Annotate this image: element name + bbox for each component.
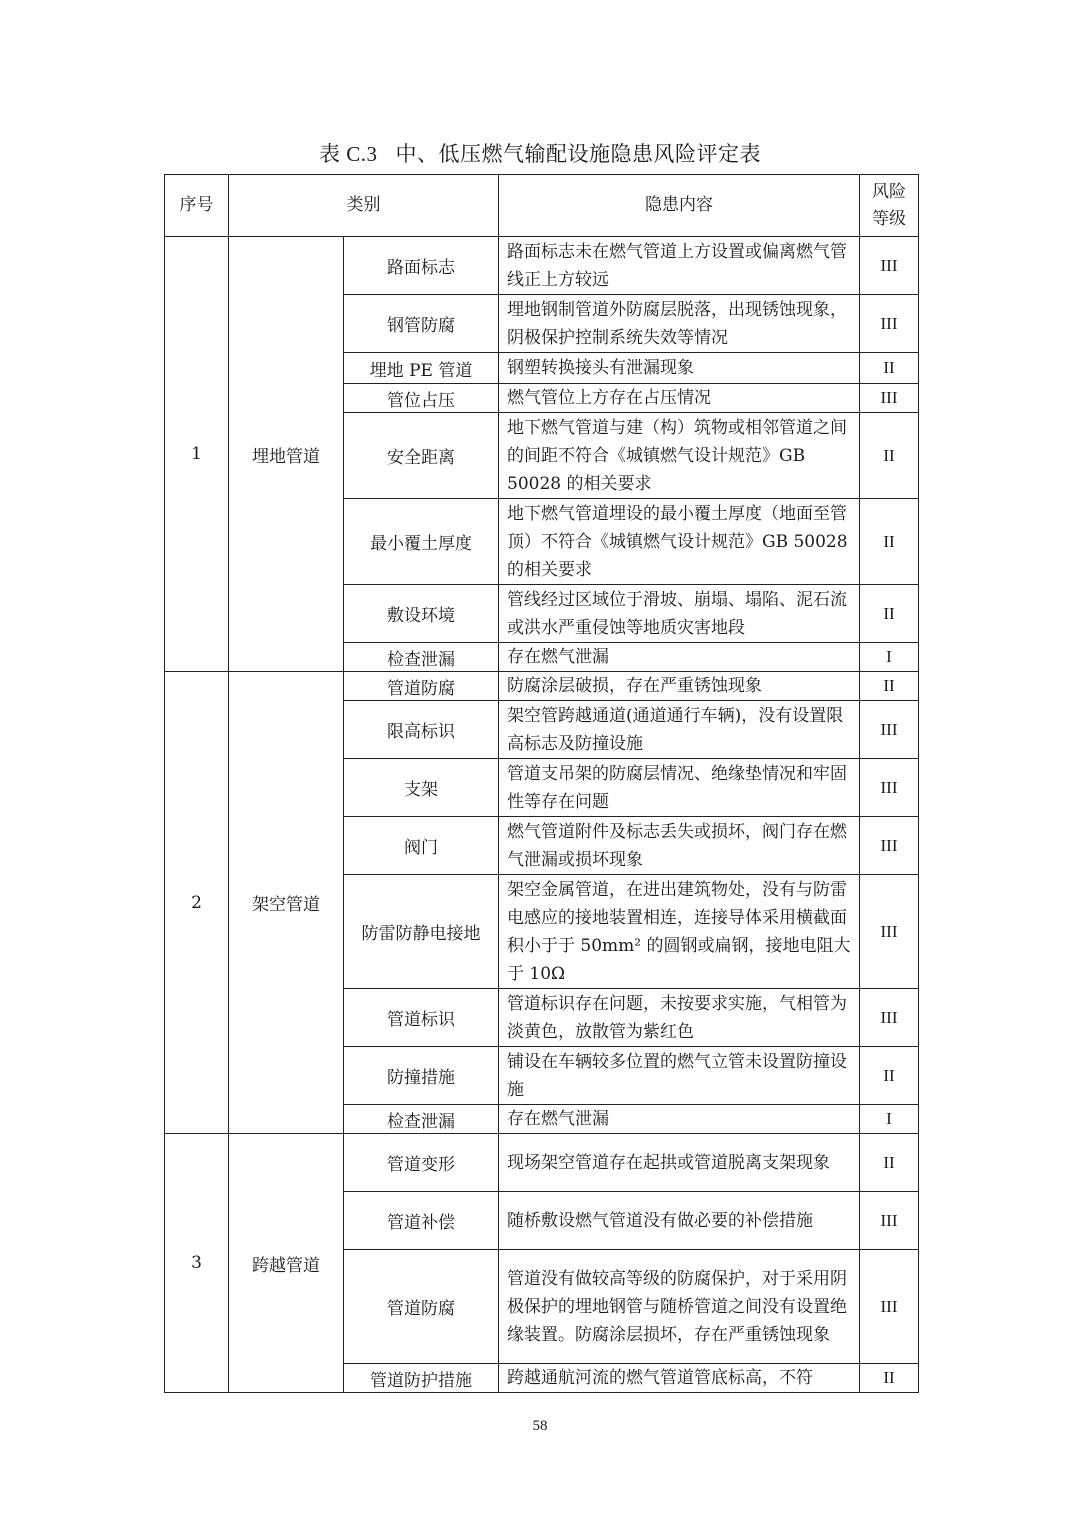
header-level: 风险等级 [860,175,919,237]
group-number: 1 [165,237,229,672]
subcategory-cell: 管道防腐 [344,1250,499,1364]
hazard-content-cell: 存在燃气泄漏 [499,1105,860,1134]
table-row [165,1134,919,1192]
subcategory-cell: 管道变形 [344,1134,499,1192]
page-number: 58 [532,1418,548,1434]
table-title-text: 中、低压燃气输配设施隐患风险评定表 [395,142,761,166]
risk-level-cell: III [860,989,919,1047]
risk-level-cell: II [860,672,919,701]
table-code: 表 C.3 [318,142,378,166]
risk-level-cell: II [860,499,919,585]
risk-level-cell: II [860,1047,919,1105]
risk-level-cell: II [860,585,919,643]
header-row [165,175,919,237]
subcategory-cell: 敷设环境 [344,585,499,643]
hazard-content-cell: 路面标志未在燃气管道上方设置或偏离燃气管线正上方较远 [499,237,860,295]
risk-level-cell: III [860,759,919,817]
subcategory-cell: 管道防护措施 [344,1364,499,1393]
header-category: 类别 [229,175,499,237]
hazard-content-cell: 架空金属管道，在进出建筑物处，没有与防雷电感应的接地装置相连，连接导体采用横截面积小于于 50mm² 的圆钢或扁钢，接地电阻大于 10Ω [499,875,860,989]
subcategory-cell: 钢管防腐 [344,295,499,353]
risk-level-cell: III [860,875,919,989]
hazard-content-cell: 跨越通航河流的燃气管道管底标高，不符 [499,1364,860,1393]
group-number: 3 [165,1134,229,1393]
subcategory-cell: 管道标识 [344,989,499,1047]
group-number: 2 [165,672,229,1134]
subcategory-cell: 最小覆土厚度 [344,499,499,585]
subcategory-cell: 管道补偿 [344,1192,499,1250]
hazard-content-cell: 管道没有做较高等级的防腐保护，对于采用阴极保护的埋地钢管与随桥管道之间没有设置绝缘装置。防腐涂层损坏，存在严重锈蚀现象 [499,1250,860,1364]
subcategory-cell: 埋地 PE 管道 [344,353,499,384]
hazard-content-cell: 管道标识存在问题，未按要求实施，气相管为淡黄色，放散管为紫红色 [499,989,860,1047]
subcategory-cell: 安全距离 [344,413,499,499]
hazard-content-cell: 钢塑转换接头有泄漏现象 [499,353,860,384]
risk-level-cell: III [860,1192,919,1250]
table-row [165,237,919,295]
hazard-content-cell: 燃气管位上方存在占压情况 [499,384,860,413]
hazard-content-cell: 防腐涂层破损，存在严重锈蚀现象 [499,672,860,701]
subcategory-cell: 管位占压 [344,384,499,413]
subcategory-cell: 路面标志 [344,237,499,295]
hazard-content-cell: 存在燃气泄漏 [499,643,860,672]
subcategory-cell: 阀门 [344,817,499,875]
risk-level-cell: III [860,384,919,413]
table-body [165,237,919,1393]
risk-level-cell: I [860,643,919,672]
hazard-content-cell: 铺设在车辆较多位置的燃气立管未设置防撞设施 [499,1047,860,1105]
subcategory-cell: 防雷防静电接地 [344,875,499,989]
group-name: 埋地管道 [229,237,344,672]
subcategory-cell: 管道防腐 [344,672,499,701]
group-name: 跨越管道 [229,1134,344,1393]
hazard-content-cell: 地下燃气管道埋设的最小覆土厚度（地面至管顶）不符合《城镇燃气设计规范》GB 50028 的相关要求 [499,499,860,585]
hazard-content-cell: 埋地钢制管道外防腐层脱落，出现锈蚀现象，阴极保护控制系统失效等情况 [499,295,860,353]
risk-level-cell: II [860,1134,919,1192]
header-no: 序号 [165,175,229,237]
subcategory-cell: 支架 [344,759,499,817]
risk-level-cell: III [860,237,919,295]
risk-level-cell: III [860,701,919,759]
risk-level-cell: II [860,1364,919,1393]
subcategory-cell: 防撞措施 [344,1047,499,1105]
group-name: 架空管道 [229,672,344,1134]
table-title [0,138,1080,168]
hazard-content-cell: 随桥敷设燃气管道没有做必要的补偿措施 [499,1192,860,1250]
subcategory-cell: 检查泄漏 [344,643,499,672]
risk-level-cell: III [860,817,919,875]
hazard-content-cell: 架空管跨越通道(通道通行车辆)，没有设置限高标志及防撞设施 [499,701,860,759]
hazard-content-cell: 管线经过区域位于滑坡、崩塌、塌陷、泥石流或洪水严重侵蚀等地质灾害地段 [499,585,860,643]
risk-level-cell: II [860,353,919,384]
risk-table [164,174,919,1393]
hazard-content-cell: 现场架空管道存在起拱或管道脱离支架现象 [499,1134,860,1192]
subcategory-cell: 检查泄漏 [344,1105,499,1134]
header-content: 隐患内容 [499,175,860,237]
hazard-content-cell: 燃气管道附件及标志丢失或损坏，阀门存在燃气泄漏或损坏现象 [499,817,860,875]
hazard-content-cell: 管道支吊架的防腐层情况、绝缘垫情况和牢固性等存在问题 [499,759,860,817]
risk-level-cell: III [860,1250,919,1364]
risk-level-cell: III [860,295,919,353]
risk-level-cell: I [860,1105,919,1134]
hazard-content-cell: 地下燃气管道与建（构）筑物或相邻管道之间的间距不符合《城镇燃气设计规范》GB 50028 的相关要求 [499,413,860,499]
subcategory-cell: 限高标识 [344,701,499,759]
risk-level-cell: II [860,413,919,499]
table-row [165,672,919,701]
